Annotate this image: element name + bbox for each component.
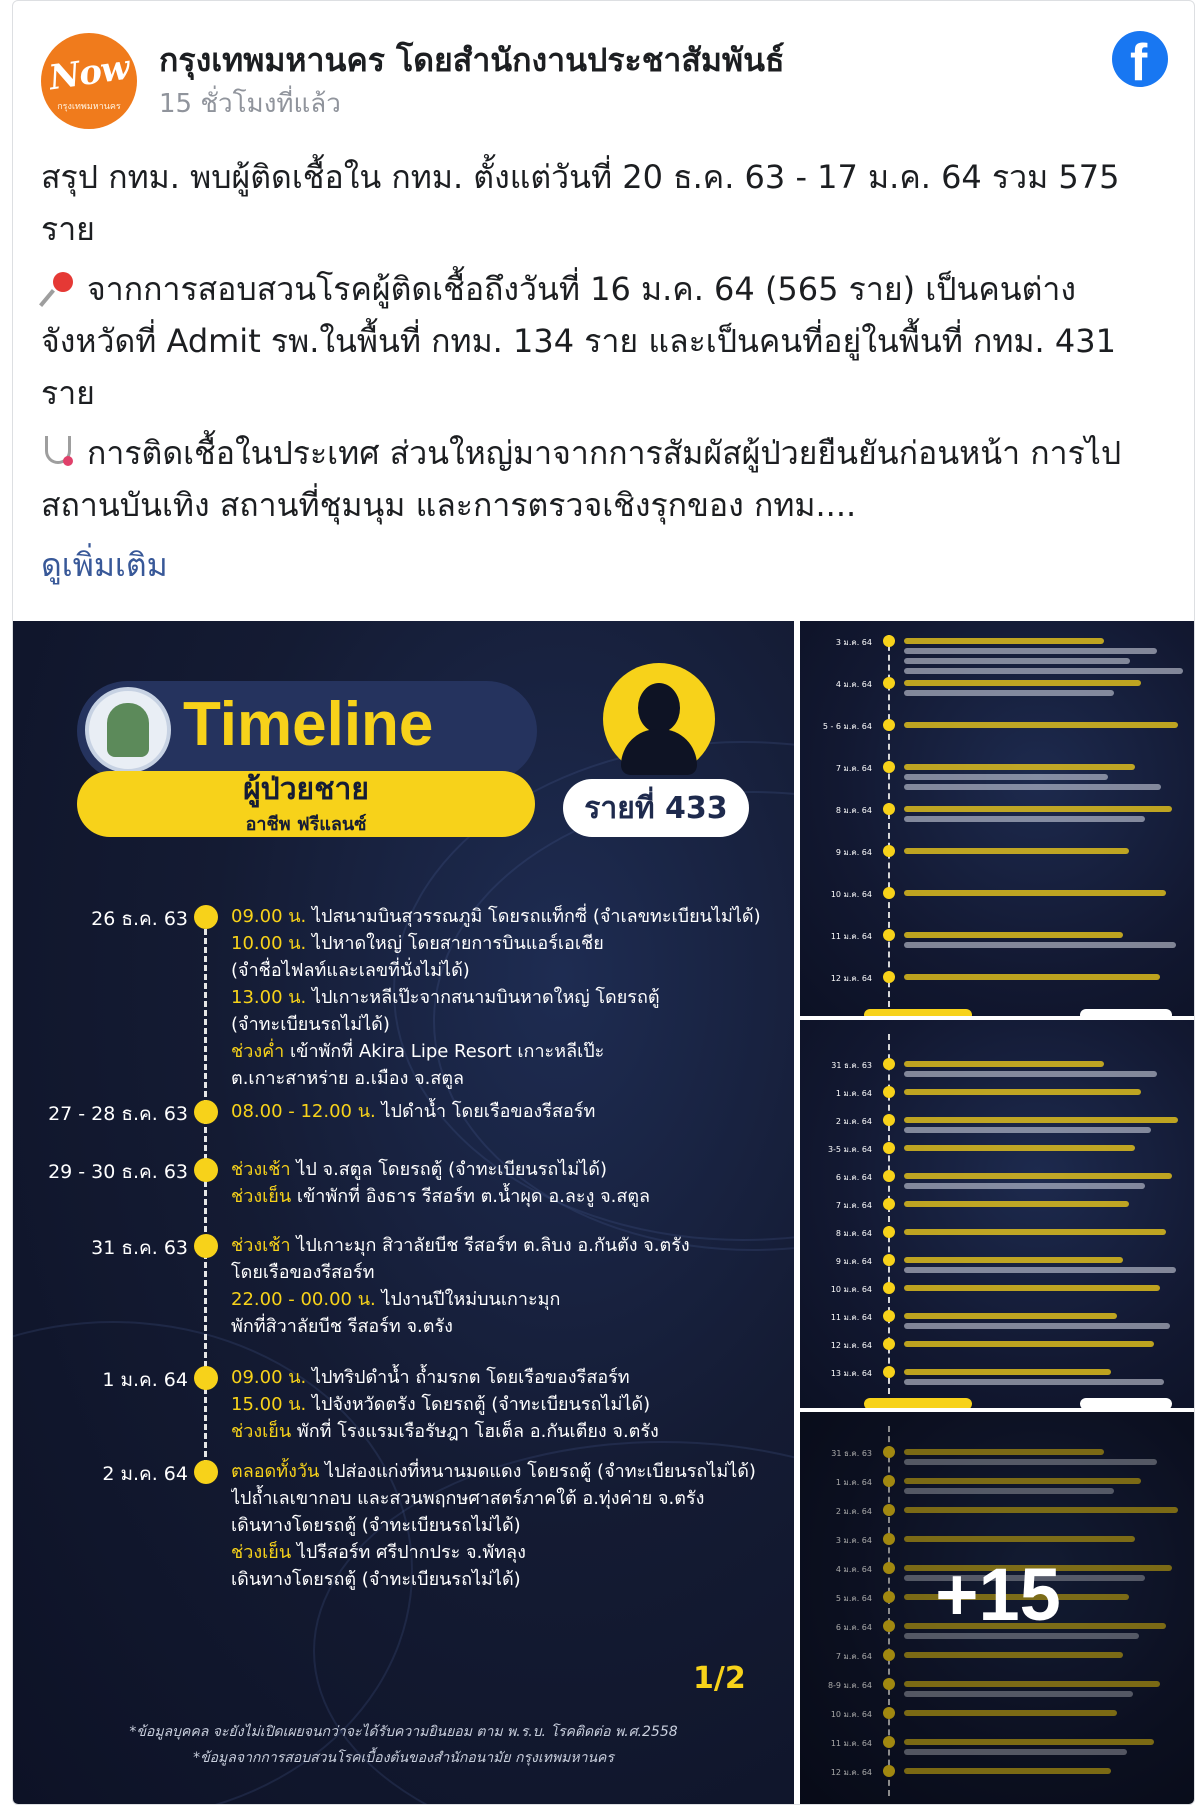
timeline-date: 26 ธ.ค. 63 (91, 908, 188, 930)
post-paragraph-investigation-text: จากการสอบสวนโรคผู้ติดเชื้อถึงวันที่ 16 ม.ค. 64 (565 ราย) เป็นคนต่างจังหวัดที่ Admit รพ.ในพื้นที่ กทม. 134 ราย และเป็นคนที่อยู่ในพื้นที่ กทม. 431 ราย (41, 270, 1116, 412)
event-description: ไปส่องแก่งที่หนานมดแดง โดยรถตู้ (จำทะเบียนรถไม่ได้) (319, 1461, 756, 1482)
thumbnail-text-line (904, 648, 1157, 654)
thumbnail-timeline-dot (883, 635, 895, 647)
timeline-event-line (231, 1458, 791, 1485)
page-indicator: 1/2 (693, 1661, 746, 1696)
thumbnail-text-line (904, 638, 1104, 644)
thumbnail-date: 11 ม.ค. 64 (830, 932, 872, 941)
post-timestamp[interactable]: 15 ชั่วโมงที่แล้ว (159, 89, 341, 119)
thumbnail-date: 3 ม.ค. 64 (835, 1536, 872, 1545)
timeline-event-line (231, 930, 791, 957)
thumbnail-text-line (904, 774, 1108, 780)
thumbnail-text-line (904, 784, 1161, 790)
thumbnail-timeline-page-2[interactable] (800, 621, 1195, 1016)
timeline-dot (194, 905, 218, 929)
more-photos-count[interactable]: +15 (935, 1553, 1061, 1636)
thumbnail-timeline-dot (883, 677, 895, 689)
thumbnail-timeline-dot (883, 1254, 895, 1266)
timeline-event-line (231, 1391, 791, 1418)
thumbnail-timeline-dot (883, 1114, 895, 1126)
event-time: ช่วงเย็น (231, 1421, 292, 1442)
event-time: ช่วงเย็น (231, 1542, 292, 1563)
case-number: รายที่ 433 (584, 791, 728, 826)
timeline-event-line (231, 1259, 791, 1286)
thumbnail-timeline-dot (883, 803, 895, 815)
timeline-event-line (231, 1286, 791, 1313)
thumbnail-date: 3-5 ม.ค. 64 (827, 1145, 872, 1154)
event-description: (จำชื่อไฟลท์และเลขที่นั่งไม่ได้) (231, 960, 470, 981)
thumbnail-text-line (904, 1313, 1117, 1319)
timeline-dot (194, 1100, 218, 1124)
see-more-link[interactable]: ดูเพิ่มเติม (41, 546, 168, 584)
event-description: โดยเรือของรีสอร์ท (231, 1262, 375, 1283)
event-description: เดินทางโดยรถตู้ (จำทะเบียนรถไม่ได้) (231, 1515, 521, 1536)
event-description: พักที่ โรงแรมเรือรัษฎา โฮเต็ล อ.กันเตียง จ.ตรัง (291, 1421, 659, 1442)
timeline-event-line (231, 903, 791, 930)
thumbnail-timeline-dot (883, 719, 895, 731)
thumbnail-text-line (904, 1071, 1157, 1077)
thumbnail-date: 9 ม.ค. 64 (835, 848, 872, 857)
thumbnail-date: 12 ม.ค. 64 (830, 974, 872, 983)
timeline-event-line (231, 1539, 791, 1566)
thumbnail-date: 8-9 ม.ค. 64 (827, 1681, 872, 1690)
thumbnail-date: 12 ม.ค. 64 (830, 1768, 872, 1777)
timeline-event-line (231, 1183, 791, 1210)
timeline-dot (194, 1158, 218, 1182)
facebook-post (12, 0, 1195, 1805)
thumbnail-date: 1 ม.ค. 64 (835, 1089, 872, 1098)
thumbnail-text-line (904, 1117, 1178, 1123)
thumbnail-timeline-dot (883, 1142, 895, 1154)
thumbnail-text-line (904, 1323, 1170, 1329)
thumbnail-date: 6 ม.ค. 64 (835, 1623, 872, 1632)
event-description: ไปจังหวัดตรัง โดยรถตู้ (จำทะเบียนรถไม่ได้) (306, 1394, 651, 1415)
thumbnail-date: 1 ม.ค. 64 (835, 1478, 872, 1487)
timeline-event (231, 1098, 791, 1125)
thumbnail-text-line (904, 890, 1166, 896)
thumbnail-date: 12 ม.ค. 64 (830, 1341, 872, 1350)
thumbnail-timeline-dot (883, 1338, 895, 1350)
thumbnail-text-line (904, 1257, 1123, 1263)
timeline-event (231, 1232, 791, 1340)
thumbnail-date: 6 ม.ค. 64 (835, 1173, 872, 1182)
thumbnail-text-line (904, 1341, 1154, 1347)
timeline-event-line (231, 1232, 791, 1259)
timeline-event (231, 1458, 791, 1593)
event-description: ไปเกาะหลีเป๊ะจากสนามบินหาดใหญ่ โดยรถตู้ (306, 987, 660, 1008)
thumbnail-date: 31 ธ.ค. 63 (831, 1061, 872, 1070)
event-description: ไปรีสอร์ท ศรีปากประ จ.พัทลุง (291, 1542, 526, 1563)
thumbnail-text-line (904, 1089, 1141, 1095)
thumbnail-text-line (904, 1229, 1166, 1235)
timeline-event-line (231, 1566, 791, 1593)
thumbnail-date: 8 ม.ค. 64 (835, 806, 872, 815)
thumbnail-date: 4 ม.ค. 64 (835, 1565, 872, 1574)
event-time: 22.00 - 00.00 น. (231, 1289, 376, 1310)
thumbnail-text-line (904, 816, 1145, 822)
timeline-infographic[interactable] (13, 621, 794, 1805)
timeline-dot (194, 1460, 218, 1484)
event-description: ไปดำน้ำ โดยเรือของรีสอร์ท (375, 1101, 596, 1122)
thumbnail-timeline-dot (883, 1310, 895, 1322)
thumbnail-text-line (904, 1369, 1111, 1375)
thumbnail-timeline-case-b[interactable] (800, 1020, 1195, 1408)
thumbnail-timeline-dot (883, 929, 895, 941)
page-avatar[interactable] (41, 33, 137, 129)
source-note: *ข้อมูลจากการสอบสวนโรคเบื้องต้นของสำนักอนามัย กรุงเทพมหานคร (193, 1750, 614, 1766)
event-time: ช่วงค่ำ (231, 1041, 285, 1062)
event-description: ไป จ.สตูล โดยรถตู้ (จำทะเบียนรถไม่ได้) (290, 1159, 607, 1180)
timeline-title: Timeline (183, 690, 434, 759)
thumbnail-date: 11 ม.ค. 64 (830, 1313, 872, 1322)
event-time: ช่วงเช้า (231, 1235, 291, 1256)
thumbnail-text-line (904, 1183, 1145, 1189)
thumbnail-date: 10 ม.ค. 64 (830, 1285, 872, 1294)
avatar-logo-text: Now (46, 47, 132, 99)
event-description: เข้าพักที่ Akira Lipe Resort เกาะหลีเป๊ะ (284, 1041, 605, 1062)
bma-seal-logo (85, 687, 171, 773)
event-description: ไปงานปีใหม่บนเกาะมุก (375, 1289, 561, 1310)
event-time: ช่วงเช้า (231, 1159, 291, 1180)
event-time: 09.00 น. (231, 906, 307, 927)
timeline-event-line (231, 1364, 791, 1391)
timeline-event (231, 1156, 791, 1210)
event-description: เข้าพักที่ อิงธาร รีสอร์ท ต.น้ำผุด อ.ละงู จ.สตูล (291, 1186, 651, 1207)
thumbnail-timeline-dot (883, 845, 895, 857)
event-time: 09.00 น. (231, 1367, 307, 1388)
thumbnail-date: 31 ธ.ค. 63 (831, 1449, 872, 1458)
timeline-dot (194, 1234, 218, 1258)
stethoscope-icon (41, 434, 77, 470)
event-time: 08.00 - 12.00 น. (231, 1101, 376, 1122)
event-time: 13.00 น. (231, 987, 307, 1008)
thumbnail-timeline-dot (883, 1282, 895, 1294)
event-time: ช่วงเย็น (231, 1186, 292, 1207)
thumbnail-date: 2 ม.ค. 64 (835, 1117, 872, 1126)
photo-grid (13, 621, 1195, 1805)
page-name-link[interactable]: กรุงเทพมหานคร โดยสำนักงานประชาสัมพันธ์ (159, 41, 785, 79)
thumbnail-date: 7 ม.ค. 64 (835, 1201, 872, 1210)
thumbnail-text-line (904, 1201, 1129, 1207)
event-time: ตลอดทั้งวัน (231, 1461, 320, 1482)
thumbnail-text-line (904, 690, 1114, 696)
timeline-event-line (231, 1038, 791, 1065)
thumbnail-text-line (904, 658, 1130, 664)
timeline-event-line (231, 1512, 791, 1539)
thumbnail-text-line (904, 974, 1160, 980)
timeline-date: 29 - 30 ธ.ค. 63 (48, 1161, 188, 1183)
timeline-event-line (231, 1156, 791, 1183)
timeline-dot (194, 1366, 218, 1390)
thumbnail-text-line (904, 668, 1183, 674)
post-paragraph-summary: สรุป กทม. พบผู้ติดเชื้อใน กทม. ตั้งแต่วันที่ 20 ธ.ค. 63 - 17 ม.ค. 64 รวม 575 ราย (41, 158, 1120, 248)
thumbnail-date: 5 ม.ค. 64 (835, 1594, 872, 1603)
thumbnail-text-line (904, 1379, 1164, 1385)
thumbnail-date: 4 ม.ค. 64 (835, 680, 872, 689)
timeline-event (231, 903, 791, 1092)
timeline-event (231, 1364, 791, 1445)
thumbnail-date: 11 ม.ค. 64 (830, 1739, 872, 1748)
thumbnail-date: 3 ม.ค. 64 (835, 638, 872, 647)
timeline-date: 31 ธ.ค. 63 (91, 1237, 188, 1259)
thumbnail-date: 5 - 6 ม.ค. 64 (822, 722, 872, 731)
thumbnail-date: 13 ม.ค. 64 (830, 1369, 872, 1378)
timeline-event-line (231, 1011, 791, 1038)
event-description: ต.เกาะสาหร่าย อ.เมือง จ.สตูล (231, 1068, 465, 1089)
timeline-date: 2 ม.ค. 64 (102, 1463, 188, 1485)
thumbnail-text-line (904, 806, 1172, 812)
thumbnail-text-line (904, 1285, 1160, 1291)
thumbnail-timeline-dot (883, 1170, 895, 1182)
thumbnail-text-line (904, 1173, 1172, 1179)
thumbnail-date: 7 ม.ค. 64 (835, 1652, 872, 1661)
post-paragraph-infection (41, 427, 1166, 531)
thumbnail-date: 9 ม.ค. 64 (835, 1257, 872, 1266)
thumbnail-date: 10 ม.ค. 64 (830, 1710, 872, 1719)
timeline-event-line (231, 1418, 791, 1445)
avatar-logo-sub: กรุงเทพมหานคร (57, 102, 121, 112)
timeline-date: 27 - 28 ธ.ค. 63 (48, 1103, 188, 1125)
timeline-event-line (231, 1098, 791, 1125)
thumbnail-text-line (904, 1267, 1176, 1273)
thumbnail-date: 10 ม.ค. 64 (830, 890, 872, 899)
timeline-date: 1 ม.ค. 64 (102, 1369, 188, 1391)
event-time: 10.00 น. (231, 933, 307, 954)
thumbnail-timeline-dot (883, 1086, 895, 1098)
pushpin-icon (41, 270, 77, 306)
event-description: ไปสนามบินสุวรรณภูมิ โดยรถแท็กซี่ (จำเลขทะเบียนไม่ได้) (306, 906, 761, 927)
thumbnail-text-line (904, 1145, 1135, 1151)
thumbnail-timeline-dot (883, 887, 895, 899)
event-description: (จำทะเบียนรถไม่ได้) (231, 1014, 390, 1035)
privacy-note: *ข้อมูลบุคคล จะยังไม่เปิดเผยจนกว่าจะได้รับความยินยอม ตาม พ.ร.บ. โรคติดต่อ พ.ศ.2558 (129, 1724, 678, 1740)
event-description: ไปเกาะมุก สิวาลัยบีช รีสอร์ท ต.ลิบง อ.กันตัง จ.ตรัง (290, 1235, 690, 1256)
event-description: เดินทางโดยรถตู้ (จำทะเบียนรถไม่ได้) (231, 1569, 521, 1590)
post-paragraph-infection-text: การติดเชื้อในประเทศ ส่วนใหญ่มาจากการสัมผัสผู้ป่วยยืนยันก่อนหน้า การไปสถานบันเทิง สถานที่ชุมนุม และการตรวจเชิงรุกของ กทม.... (41, 434, 1122, 524)
thumbnail-date: 7 ม.ค. 64 (835, 764, 872, 773)
thumbnail-text-line (904, 848, 1129, 854)
thumbnail-timeline-dot (883, 971, 895, 983)
facebook-icon[interactable]: f (1112, 31, 1168, 87)
timeline-event-line (231, 984, 791, 1011)
thumbnail-timeline-dot (883, 1058, 895, 1070)
thumbnail-text-line (904, 942, 1176, 948)
post-paragraph-investigation (41, 263, 1166, 419)
thumbnail-text-line (904, 932, 1123, 938)
event-description: พักที่สิวาลัยบีช รีสอร์ท จ.ตรัง (231, 1316, 453, 1337)
event-description: ไปหาดใหญ่ โดยสายการบินแอร์เอเชีย (306, 933, 604, 954)
thumbnail-timeline-dot (883, 761, 895, 773)
post-body (41, 151, 1166, 591)
thumbnail-text-line (904, 1127, 1151, 1133)
event-time: 15.00 น. (231, 1394, 307, 1415)
timeline-event-line (231, 1065, 791, 1092)
thumbnail-timeline-dot (883, 1366, 895, 1378)
thumbnail-timeline-dot (883, 1198, 895, 1210)
thumbnail-text-line (904, 764, 1135, 770)
timeline-event-line (231, 1485, 791, 1512)
event-description: ไปทริปดำน้ำ ถ้ำมรกต โดยเรือของรีสอร์ท (306, 1367, 630, 1388)
thumbnail-text-line (904, 680, 1141, 686)
timeline-event-line (231, 957, 791, 984)
post-header (13, 1, 1194, 131)
thumbnail-date: 8 ม.ค. 64 (835, 1229, 872, 1238)
thumbnail-more-photos[interactable] (800, 1412, 1195, 1805)
timeline-event-line (231, 1313, 791, 1340)
event-description: ไปถ้ำเลเขากอบ และสวนพฤกษศาสตร์ภาคใต้ อ.ทุ่งค่าย จ.ตรัง (231, 1488, 705, 1509)
thumbnail-text-line (904, 722, 1178, 728)
thumbnail-timeline-dot (883, 1226, 895, 1238)
patient-occupation: อาชีพ ฟรีแลนซ์ (245, 814, 367, 835)
thumbnail-date: 2 ม.ค. 64 (835, 1507, 872, 1516)
thumbnail-text-line (904, 1061, 1104, 1067)
patient-label: ผู้ป่วยชาย (243, 772, 369, 807)
